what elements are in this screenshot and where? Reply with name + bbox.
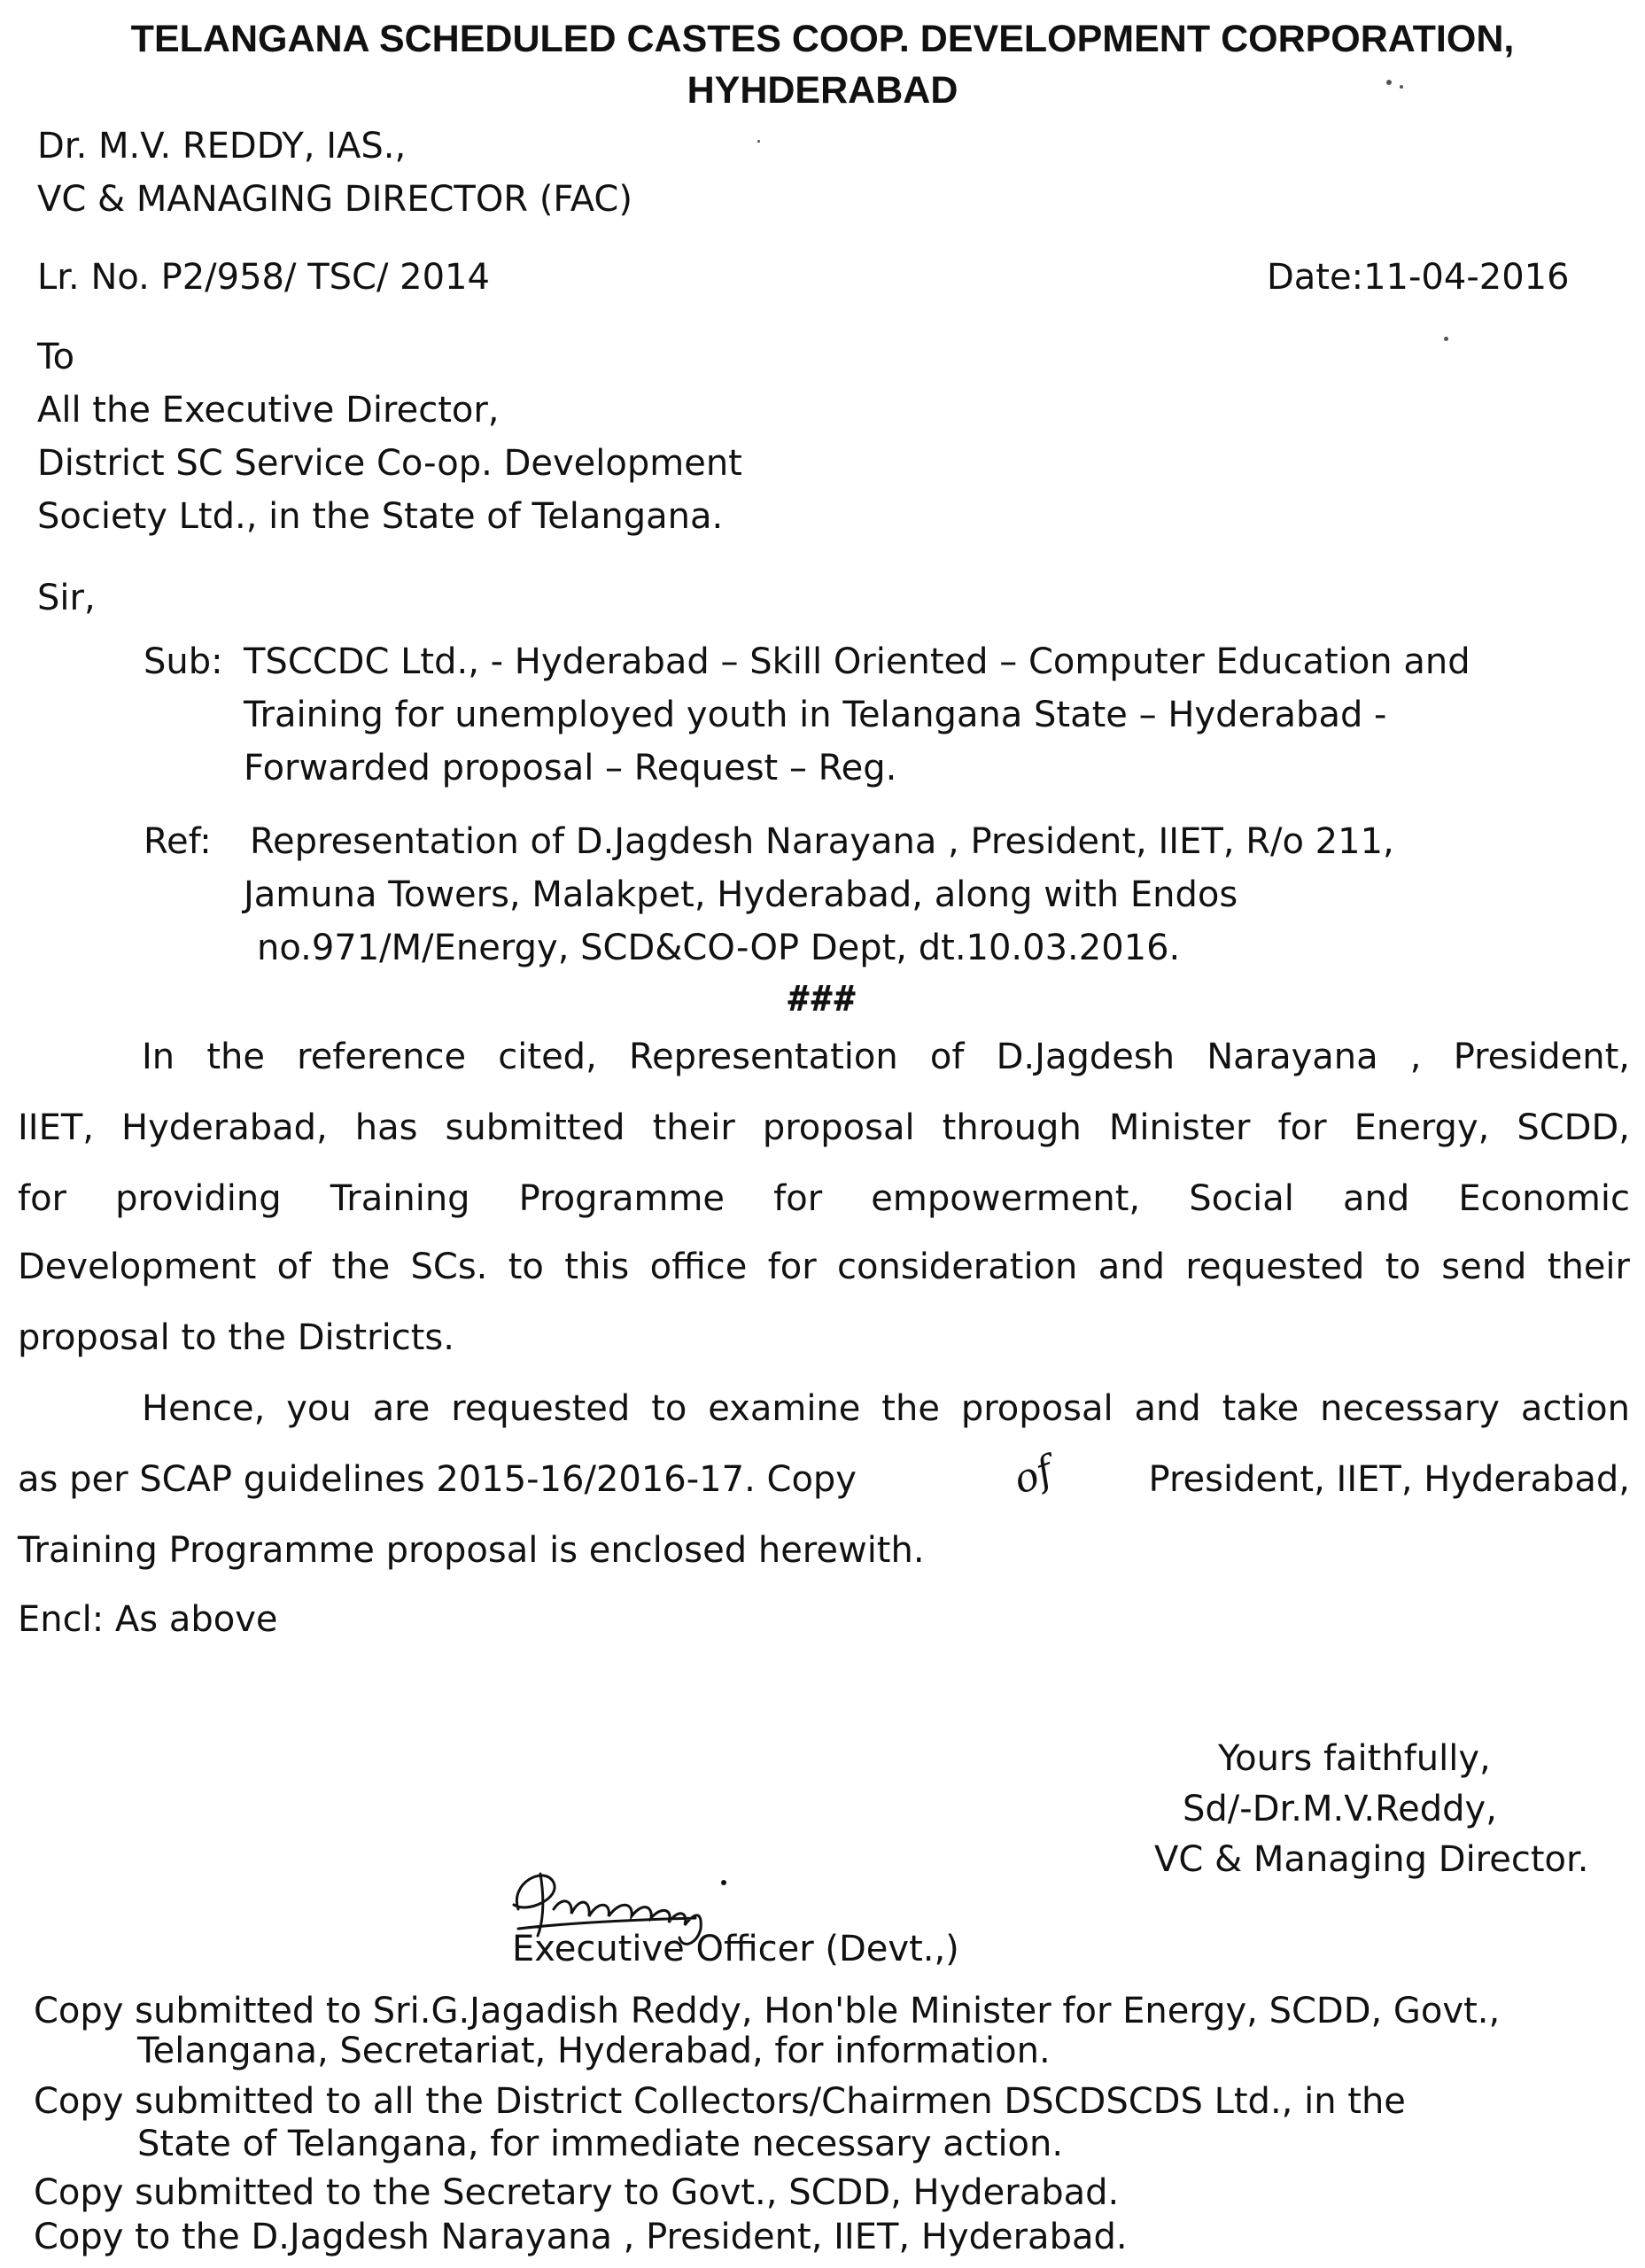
body-para2-line1: Hence, you are requested to examine the proposal and take necessary action (142, 1388, 1630, 1429)
copy2-line2: State of Telangana, for immediate necessary action. (137, 2124, 1064, 2164)
addressee-to: To (37, 337, 75, 377)
reference-label: Ref: (144, 821, 212, 862)
copy3-line1: Copy submitted to the Secretary to Govt., SCDD, Hyderabad. (34, 2172, 1120, 2213)
subject-line1: TSCCDC Ltd., - Hyderabad – Skill Oriented – Computer Education and (244, 641, 1470, 682)
copy1-line1: Copy submitted to Sri.G.Jagadish Reddy, Hon'ble Minister for Energy, SCDD, Govt., (34, 1991, 1501, 2031)
closing-line1: Yours faithfully, (1218, 1738, 1491, 1779)
body-para1-line1: In the reference cited, Representation of D.Jagdesh Narayana , President, (142, 1037, 1630, 1077)
body-para2-line3: Training Programme proposal is enclosed herewith. (18, 1530, 925, 1571)
org-title-line1: TELANGANA SCHEDULED CASTES COOP. DEVELOPMENT CORPORATION, (130, 18, 1515, 60)
scan-speck (1444, 337, 1448, 341)
copy2-line1: Copy submitted to all the District Collectors/Chairmen DSCDSCDS Ltd., in the (34, 2081, 1406, 2122)
subject-label: Sub: (144, 641, 223, 682)
letter-number: Lr. No. P2/958/ TSC/ 2014 (37, 257, 490, 298)
body-para1-line2: IIET, Hyderabad, has submitted their proposal through Minister for Energy, SCDD, (18, 1107, 1630, 1148)
addressee-line1: All the Executive Director, (37, 390, 500, 431)
closing-line2: Sd/-Dr.M.V.Reddy, (1183, 1789, 1497, 1829)
enclosure: Encl: As above (18, 1599, 278, 1640)
scan-speck (757, 140, 760, 143)
sender-designation: VC & MANAGING DIRECTOR (FAC) (37, 179, 632, 220)
reference-line3: no.971/M/Energy, SCD&CO-OP Dept, dt.10.03.2016. (257, 928, 1181, 968)
org-title-line2: HYHDERABAD (687, 69, 958, 112)
body-para1-line5: proposal to the Districts. (18, 1317, 454, 1358)
handwritten-insert: of (1007, 1448, 1059, 1503)
scan-speck (1386, 80, 1392, 85)
subject-line3: Forwarded proposal – Request – Reg. (244, 748, 897, 788)
sender-name: Dr. M.V. REDDY, IAS., (37, 126, 407, 167)
copy1-line2: Telangana, Secretariat, Hyderabad, for information. (137, 2031, 1051, 2071)
copy4-line1: Copy to the D.Jagdesh Narayana , President, IIET, Hyderabad. (34, 2217, 1128, 2257)
countersign-title: Executive Officer (Devt.,) (512, 1929, 959, 1969)
scan-speck (1400, 85, 1403, 89)
salutation: Sir, (37, 578, 96, 618)
subject-line2: Training for unemployed youth in Telangana State – Hyderabad - (244, 695, 1387, 735)
closing-line3: VC & Managing Director. (1154, 1839, 1589, 1880)
reference-line1: Representation of D.Jagdesh Narayana , President, IIET, R/o 211, (250, 821, 1394, 862)
reference-line2: Jamuna Towers, Malakpet, Hyderabad, along with Endos (244, 874, 1238, 915)
separator: ### (788, 979, 857, 1020)
body-para2-line2b: President, IIET, Hyderabad, (1148, 1459, 1630, 1500)
body-para2-line2a: as per SCAP guidelines 2015-16/2016-17. Copy (18, 1459, 857, 1500)
body-para1-line3: for providing Training Programme for empowerment, Social and Economic (18, 1178, 1630, 1219)
body-para1-line4: Development of the SCs. to this office for consideration and requested to send their (18, 1247, 1630, 1287)
letter-date: Date:11-04-2016 (1267, 257, 1570, 298)
addressee-line2: District SC Service Co-op. Development (37, 443, 742, 484)
addressee-line3: Society Ltd., in the State of Telangana. (37, 496, 724, 537)
